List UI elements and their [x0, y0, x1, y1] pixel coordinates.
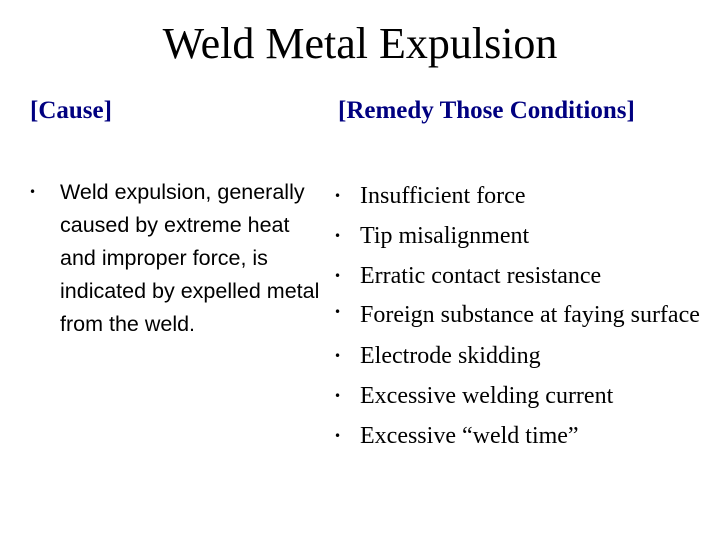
remedy-text: Electrode skidding — [360, 343, 541, 369]
remedy-heading: [Remedy Those Conditions] — [338, 97, 635, 124]
bullet-icon: • — [334, 305, 342, 319]
cause-list-item — [30, 176, 320, 341]
remedy-text: Insufficient force — [360, 183, 526, 209]
bullet-icon: • — [334, 429, 342, 443]
bullet-icon: • — [334, 269, 342, 283]
bullet-icon: • — [334, 389, 342, 403]
remedy-text: Tip misalignment — [360, 223, 530, 249]
remedy-list-item — [330, 336, 710, 376]
bullet-icon: • — [334, 349, 342, 363]
remedy-text: Excessive welding current — [360, 383, 614, 409]
bullet-icon: • — [334, 229, 342, 243]
remedy-list-item — [330, 296, 710, 336]
remedy-text: Excessive “weld time” — [360, 423, 579, 449]
bullet-icon: • — [334, 189, 342, 203]
cause-text: Weld expulsion, generally caused by extreme heat and improper force, is indicated by expelled metal from the weld. — [60, 180, 320, 336]
cause-list — [30, 176, 320, 341]
remedy-list-item — [330, 416, 710, 456]
remedy-text: Foreign substance at faying surface — [360, 302, 700, 328]
remedy-list-item — [330, 176, 710, 216]
remedy-list-item — [330, 376, 710, 416]
remedy-list-item — [330, 256, 710, 296]
cause-heading: [Cause] — [30, 97, 112, 124]
remedy-list — [330, 176, 710, 456]
slide-title: Weld Metal Expulsion — [162, 19, 558, 68]
bullet-icon: • — [29, 185, 37, 199]
remedy-list-item — [330, 216, 710, 256]
remedy-text: Erratic contact resistance — [360, 263, 602, 289]
